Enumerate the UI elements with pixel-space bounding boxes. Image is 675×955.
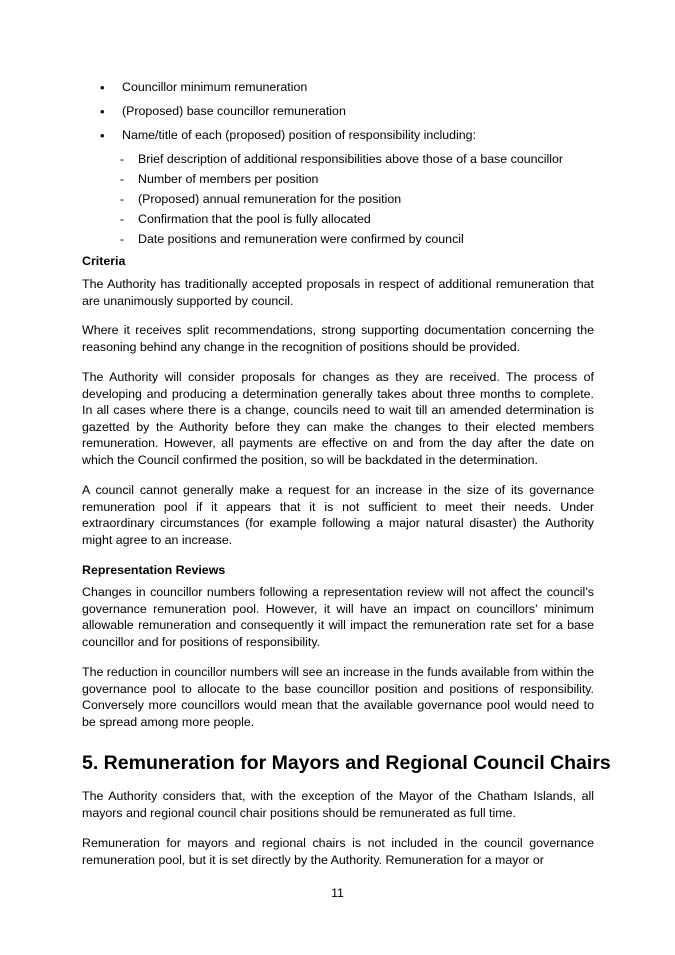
sub-list-item: - (Proposed) annual remuneration for the position xyxy=(120,192,600,207)
sub-list-item: - Confirmation that the pool is fully allocated xyxy=(120,212,600,227)
page-number: 11 xyxy=(331,886,344,900)
criteria-paragraph: The Authority has traditionally accepted proposals in respect of additional remuneration that are unanimously supported by council. xyxy=(82,277,594,308)
representation-paragraph: Changes in councillor numbers following a representation review will not affect the council’s governance remuneration pool. However, it will have an impact on councillors’ minimum allowable remuneration and consequently it will impact the remuneration rate set for a base councillor and for positions of responsibility. xyxy=(82,585,594,649)
position-details-sub-list xyxy=(120,152,600,252)
sub-list-item: - Number of members per position xyxy=(120,172,600,187)
section-5-paragraph: The Authority considers that, with the exception of the Mayor of the Chatham Islands, all mayors and regional council chair positions should be remunerated as full time. xyxy=(82,789,594,820)
criteria-heading: Criteria xyxy=(82,254,126,268)
representation-paragraph: The reduction in councillor numbers will see an increase in the funds available from within the governance pool to allocate to the base councillor position and positions of responsibility. Conversely more councillors would mean that the available governance pool would need to be spread among more people. xyxy=(82,665,594,729)
criteria-paragraph: The Authority will consider proposals for changes as they are received. The process of developing and producing a determination generally takes about three months to complete. In all cases where there is a change, councils need to wait till an amended determination is gazetted by the Authority before they can make the changes to their elected members remuneration. However, all payments are effective on and from the day after the date on which the Council confirmed the position, so will be backdated in the determination. xyxy=(82,370,594,467)
section-5-title: 5. Remuneration for Mayors and Regional Council Chairs xyxy=(82,752,611,774)
representation-reviews-heading: Representation Reviews xyxy=(82,563,226,577)
criteria-paragraph: Where it receives split recommendations, strong supporting documentation concerning the reasoning behind any change in the recognition of positions should be provided. xyxy=(82,323,594,354)
bullet-item: • (Proposed) base councillor remuneration xyxy=(100,104,600,119)
sub-list-item: - Brief description of additional responsibilities above those of a base councillor xyxy=(120,152,600,167)
bullet-item: • Name/title of each (proposed) position of responsibility including: xyxy=(100,128,600,143)
criteria-paragraph: A council cannot generally make a request for an increase in the size of its governance remuneration pool if it appears that it is not sufficient to meet their needs. Under extraordinary circumstances (for example following a major natural disaster) the Authority might agree to an increase. xyxy=(82,483,594,547)
section-5-paragraph: Remuneration for mayors and regional chairs is not included in the council governance remuneration pool, but it is set directly by the Authority. Remuneration for a mayor or xyxy=(82,836,594,867)
sub-list-item: - Date positions and remuneration were confirmed by council xyxy=(120,232,600,247)
requirements-bullet-list xyxy=(100,80,600,152)
bullet-item: • Councillor minimum remuneration xyxy=(100,80,600,95)
